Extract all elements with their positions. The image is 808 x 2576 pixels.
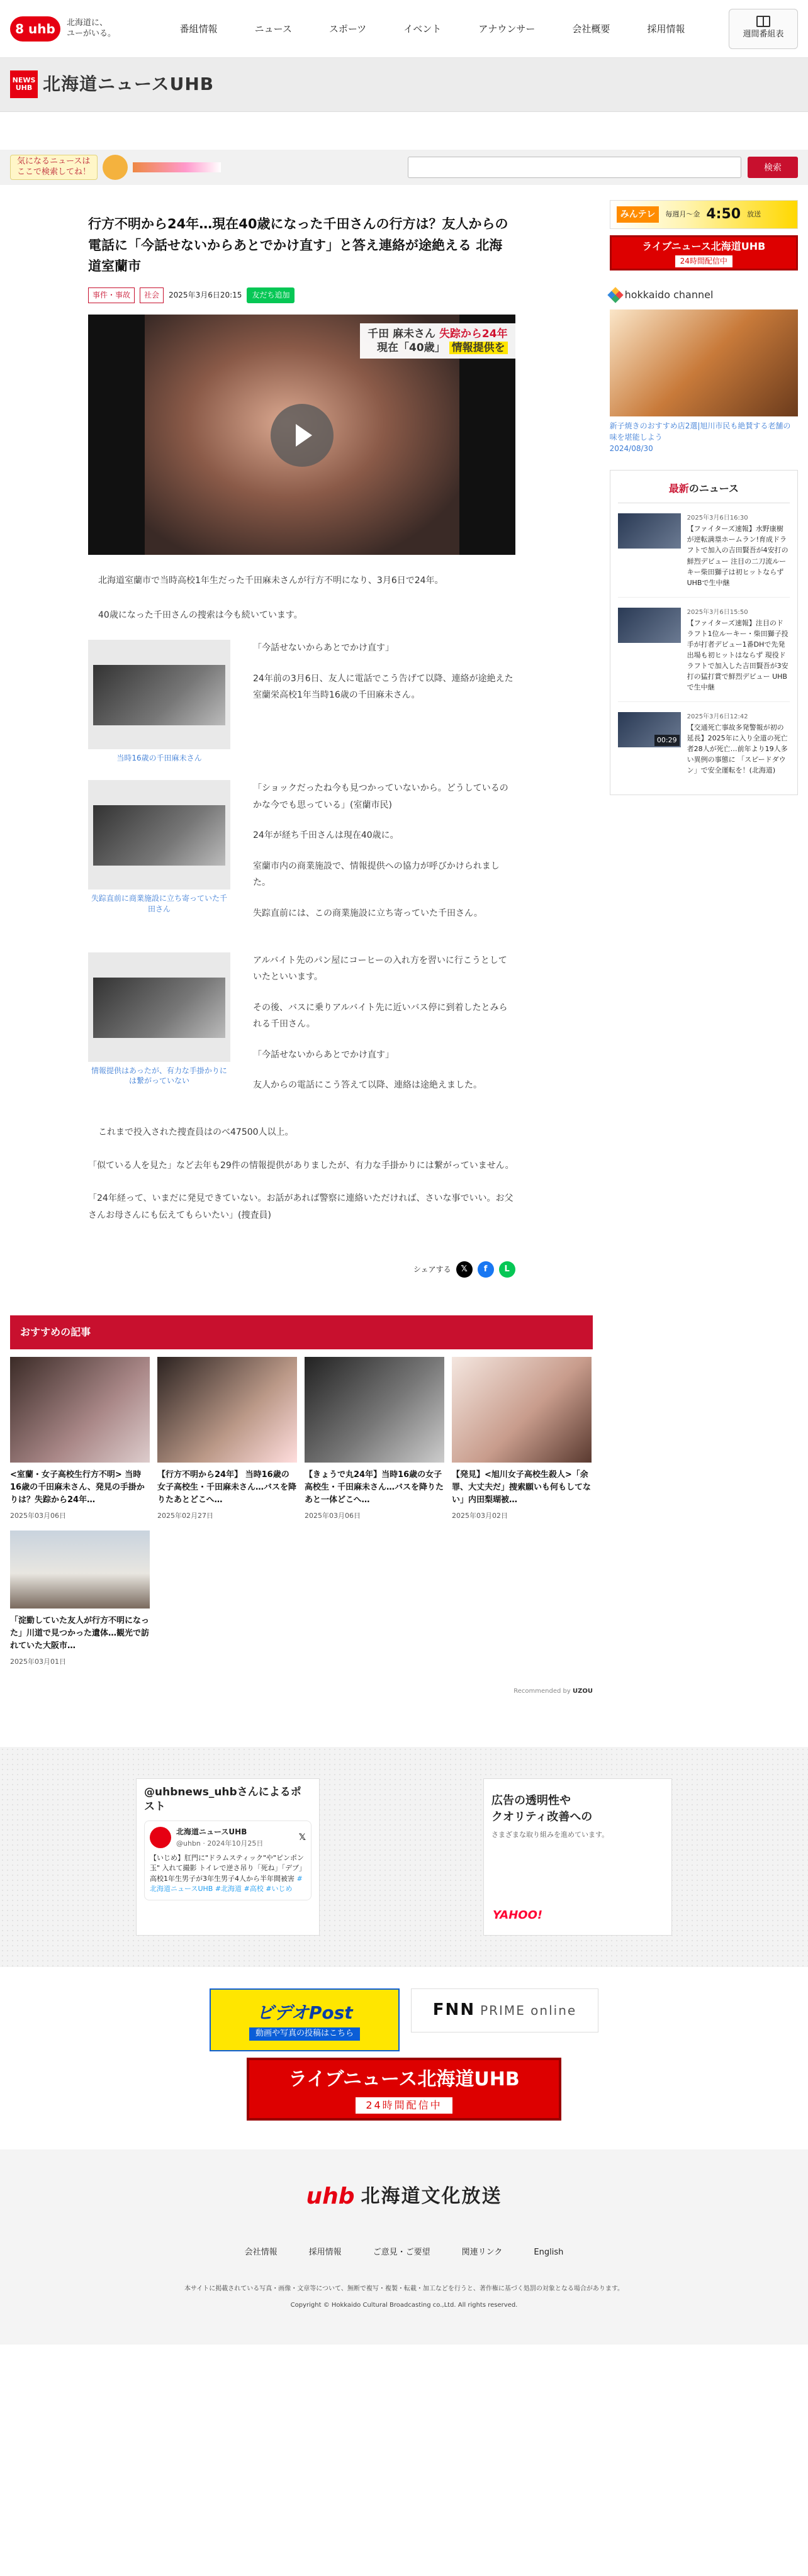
brand[interactable]	[10, 16, 136, 42]
footer-link-recruit[interactable]: 採用情報	[308, 2247, 342, 2257]
latest-heading-text: のニュース	[688, 482, 739, 494]
news-chip-icon: NEWS UHB	[10, 70, 38, 98]
facebook-share-icon[interactable]: f	[478, 1261, 494, 1278]
recommended-image	[10, 1531, 150, 1609]
line-follow-button[interactable]: 友だち追加	[247, 287, 295, 303]
figure-image[interactable]	[88, 952, 230, 1062]
hokkaido-channel-header	[610, 287, 798, 303]
tag-incident[interactable]: 事件・事故	[88, 287, 135, 303]
main-nav	[136, 21, 729, 36]
recommended-date: 2025年03月06日	[10, 1512, 66, 1520]
fnn-prime-banner[interactable]	[411, 1988, 598, 2032]
latest-news-item[interactable]	[618, 513, 790, 597]
latest-news-heading	[618, 481, 790, 504]
hero-caption-name: 千田 麻未さん	[368, 327, 436, 340]
latest-news-thumb	[618, 608, 681, 643]
x-share-icon[interactable]: 𝕏	[456, 1261, 473, 1278]
figure-block	[88, 640, 515, 764]
latest-news-body	[687, 608, 790, 693]
recommended-date: 2025年03月01日	[10, 1658, 66, 1666]
prime-online-label: PRIME online	[480, 2003, 577, 2019]
yahoo-logo-icon: YAHOO!	[493, 1909, 543, 1922]
hokkaido-channel-image[interactable]	[610, 309, 798, 416]
recommended-image	[10, 1357, 150, 1463]
news-site-name: 北海道ニュースUHB	[43, 74, 215, 95]
search-promo-line1: 気になるニュースは	[17, 157, 91, 167]
live-news-sub: 24時間配信中	[675, 255, 732, 267]
search-input[interactable]	[408, 157, 741, 178]
x-timeline-heading: @uhbnews_uhbさんによるポスト	[144, 1786, 301, 1814]
nav-sports[interactable]: スポーツ	[328, 23, 367, 35]
recommended-title: <室蘭・女子高校生行方不明> 当時16歳の千田麻未さん、発見の手掛かりは？失踪から24年…	[10, 1470, 145, 1505]
x-account-name: 北海道ニュースUHB	[176, 1827, 247, 1836]
recommended-card[interactable]	[10, 1357, 150, 1522]
recommended-heading: おすすめの記事	[10, 1315, 593, 1349]
recommended-title: 【きょうで丸24年】当時16歳の女子高校生・千田麻未さん…バスを降りたあと一体どこへ…	[305, 1470, 444, 1505]
footer-link-related[interactable]: 関連リンク	[461, 2247, 503, 2257]
mitele-ad[interactable]	[610, 200, 798, 229]
share-bar	[88, 1261, 515, 1278]
live-news-banner[interactable]	[247, 2058, 561, 2121]
brand-tagline-1: 北海道に、	[67, 18, 108, 28]
article-paragraph: 24年が経ち千田さんは現在40歳に。	[253, 830, 399, 841]
recommended-title: 【行方不明から24年】 当時16歳の女子高校生・千田麻未さん…バスを降りたあとどこへ…	[157, 1470, 297, 1505]
uzou-logo-icon: UZOU	[573, 1688, 593, 1695]
latest-heading-accent: 最新	[668, 482, 689, 494]
article-paragraph: 「似ている人を見た」など去年も29件の情報提供がありましたが、有力な手掛かりには繋がっていません。	[88, 1160, 514, 1171]
nav-company[interactable]: 会社概要	[572, 23, 610, 35]
article-headline: 行方不明から24年…現在40歳になった千田さんの行方は？友人からの電話に「今話せないからあとでかけ直す」と答え連絡が途絶える 北海道室蘭市	[88, 216, 508, 274]
article-paragraph: 「ショックだったね今も見つかっていないから。どうしているのかな今でも思っている」(室蘭市民)	[253, 783, 508, 810]
recommended-image	[157, 1357, 297, 1463]
latest-news-thumb	[618, 712, 681, 747]
article-paragraph: 24年前の3月6日、友人に電話でこう告げて以降、連絡が途絶えた室蘭栄高校1年当時16歳の千田麻未さん。	[253, 673, 513, 701]
hero-caption-age: 現在「40歳」	[377, 342, 446, 355]
figure-text	[253, 640, 515, 764]
latest-news-date: 2025年3月6日16:30	[687, 515, 748, 522]
recommended-date: 2025年03月06日	[305, 1512, 361, 1520]
footer-link-company[interactable]: 会社情報	[244, 2247, 278, 2257]
search-promo-line2: ここで検索してね！	[17, 167, 91, 177]
footer-uhb-mark: uhb	[306, 2183, 355, 2210]
video-post-title: ビデオPost	[256, 2002, 353, 2024]
main-content	[0, 200, 808, 1278]
sidebar	[610, 200, 798, 1278]
figure	[88, 952, 230, 1108]
brand-tagline-2: ユーがいる。	[67, 28, 116, 38]
latest-news	[610, 470, 798, 795]
recommended-card[interactable]	[10, 1531, 150, 1668]
article-paragraph: その後、バスに乗りアルバイト先に近いバス停に到着したとみられる千田さん。	[253, 1002, 508, 1030]
fnn-logo: FNN	[432, 2000, 476, 2020]
recommended-date: 2025年02月27日	[157, 1512, 213, 1520]
x-post-hashtags[interactable]: #北海道ニュースUHB #北海道 #高校 #いじめ	[150, 1874, 303, 1893]
latest-news-title: 【ファイターズ速報】水野康樹が逆転満塁ホームラン!育成ドラフトで加入の吉田賢吾が4安打の鮮烈デビュー 注目の二刀流ルーキー柴田獅子は初ヒットならず UHBで生中継	[687, 525, 788, 587]
footer-banners	[0, 1967, 808, 2149]
footer-copyright-note: 本サイトに掲載されている写真・画像・文章等について、無断で複写・複製・転載・加工などを行うと、著作権に基づく処罰の対象となる場合があります。	[184, 2285, 624, 2293]
live-news-title: ライブニュース北海道UHB	[642, 240, 766, 252]
video-post-banner[interactable]	[210, 1988, 400, 2051]
tag-society[interactable]: 社会	[140, 287, 164, 303]
live-news-banner-sub: 24時間配信中	[356, 2097, 452, 2114]
figure-photo	[93, 665, 225, 725]
article-paragraph: 「24年経って、いまだに発見できていない。お話があれば警察に連絡いただければ、さいな事でいい。お父さんお母さんにも伝えてもらいたい」(捜査員)	[88, 1193, 513, 1220]
x-timeline[interactable]	[136, 1778, 320, 1936]
footer-company-name: 北海道文化放送	[361, 2185, 502, 2207]
hokkaido-channel-title[interactable]: 新子焼きのおすすめ店2選|旭川市民も絶賛する老舗の味を堪能しよう	[609, 421, 791, 442]
nav-recruit[interactable]: 採用情報	[647, 23, 685, 35]
article-paragraph: 「今話せないからあとでかけ直す」	[253, 1049, 394, 1060]
hero-caption	[360, 323, 515, 359]
latest-news-item[interactable]	[618, 608, 790, 702]
x-post-body	[150, 1853, 306, 1895]
recommended-by	[10, 1687, 593, 1697]
article-paragraph: 40歳になった千田さんの捜索は今も続いています。	[98, 610, 303, 620]
footer-link-feedback[interactable]: ご意見・ご要望	[373, 2247, 430, 2257]
figure-image[interactable]	[88, 640, 230, 749]
mitele-logo: みんテレ	[617, 206, 659, 223]
weekly-schedule-label: 週間番組表	[743, 30, 784, 40]
recommended-by-label: Recommended by	[513, 1688, 571, 1695]
article-paragraph: 失踪直前には、この商業施設に立ち寄っていた千田さん。	[253, 908, 483, 918]
figure-block	[88, 952, 515, 1108]
play-icon[interactable]	[271, 404, 334, 467]
figure-text	[253, 952, 515, 1108]
figure	[88, 780, 230, 936]
x-account-handle: @uhbn · 2024年10月25日	[176, 1839, 264, 1848]
news-uhb-logo[interactable]	[10, 70, 214, 99]
article-paragraph: アルバイト先のパン屋にコーヒーの入れ方を習いに行こうとしていたといいます。	[253, 955, 507, 983]
live-news-ad[interactable]	[610, 235, 798, 270]
recommended-grid	[10, 1357, 593, 1668]
hokkaido-channel-name: hokkaido channel	[624, 289, 714, 301]
footer-link-english[interactable]: English	[534, 2247, 564, 2257]
line-share-icon[interactable]: L	[499, 1261, 515, 1278]
article-paragraph: 「今話せないからあとでかけ直す」	[253, 643, 394, 654]
latest-news-item[interactable]	[618, 712, 790, 784]
footer-logo[interactable]	[306, 2178, 502, 2215]
ad-headline-1: 広告の透明性や	[491, 1794, 571, 1808]
live-news-banner-title: ライブニュース北海道UHB	[288, 2068, 520, 2091]
article-paragraph: これまで投入された捜査員はのべ47500人以上。	[98, 1127, 294, 1138]
brand-tagline	[67, 18, 116, 39]
recommended-image	[452, 1357, 592, 1463]
footer-copyright: Copyright © Hokkaido Cultural Broadcasting co.,Ltd. All rights reserved.	[290, 2302, 518, 2309]
article-paragraph: 室蘭市内の商業施設で、情報提供への協力が呼びかけられました。	[253, 861, 500, 888]
x-logo-icon: 𝕏	[298, 1832, 306, 1843]
latest-news-thumb	[618, 513, 681, 549]
figure-photo	[93, 978, 225, 1038]
recommended-date: 2025年03月02日	[452, 1512, 508, 1520]
calendar-icon	[756, 16, 770, 27]
hero-caption-years: 失踪から24年	[439, 327, 508, 340]
article-paragraph: 友人からの電話にこう答えて以降、連絡は途絶えました。	[253, 1080, 482, 1091]
latest-news-title: 【ファイターズ速報】注目のドラフト1位ルーキー・柴田獅子投手が打者デビュー1番DHで先発出場も初ヒットはならず 現役ドラフトで加入した吉田賢吾が3安打の猛打賞で鮮烈デビュー UHBで生中継	[687, 618, 788, 691]
footer-links	[245, 2246, 564, 2260]
recommended-articles	[10, 1315, 593, 1697]
news-banner	[0, 58, 808, 112]
recommended-card[interactable]	[452, 1357, 592, 1522]
nav-events[interactable]: イベント	[403, 23, 442, 35]
mitele-sub: 毎週月～金	[665, 210, 700, 219]
article-paragraph: 北海道室蘭市で当時高校1年生だった千田麻未さんが行方不明になり、3月6日で24年。	[98, 575, 444, 586]
figure	[88, 640, 230, 764]
latest-news-title: 【交通死亡事故多発警報が初の延長】2025年に入り全道の死亡者28人が死亡…前年より19人多い異例の事態に 「スピードダウン」で安全運転を！(北海道)	[687, 723, 788, 775]
latest-news-body	[687, 712, 790, 776]
nav-news[interactable]: ニュース	[254, 23, 292, 35]
figure-caption: 失踪直前に商業施設に立ち寄っていた千田さん	[91, 893, 227, 913]
search-promo-text	[10, 155, 98, 180]
site-header	[0, 0, 808, 58]
latest-news-body	[687, 513, 790, 588]
figure-text	[253, 780, 515, 936]
social-area	[0, 1747, 808, 1967]
mascot-icon	[103, 155, 128, 180]
hero-video[interactable]	[88, 315, 515, 555]
recommended-card[interactable]	[157, 1357, 297, 1522]
article-date: 2025年3月6日20:15	[169, 290, 242, 299]
weekly-schedule-button[interactable]	[729, 9, 798, 49]
x-post-text: 【いじめ】肛門に"ドラムスティック"や"ピンポン玉" 入れて撮影 トイレで逆さ吊り「死ね」「デブ」 高校1年生男子が3年生男子4人から半年間被害	[150, 1853, 306, 1883]
search-promo	[10, 155, 262, 180]
hokkaido-channel-icon	[607, 287, 623, 303]
yahoo-ad[interactable]	[483, 1778, 672, 1936]
x-post[interactable]	[144, 1820, 311, 1900]
article-meta	[88, 287, 515, 303]
nav-programs[interactable]: 番組情報	[179, 23, 218, 35]
figure-image[interactable]	[88, 780, 230, 889]
video-duration: 00:29	[654, 735, 680, 746]
search-form	[408, 157, 798, 178]
video-post-sub: 動画や写真の投稿はこちら	[249, 2027, 360, 2041]
article	[88, 200, 515, 1278]
site-footer	[0, 2149, 808, 2345]
share-label: シェアする	[413, 1264, 451, 1274]
x-post-account	[150, 1826, 306, 1849]
mitele-time: 4:50	[706, 206, 741, 223]
ad-subtext: さまざまな取り組みを進めています。	[491, 1831, 609, 1839]
uhb-logo[interactable]: 8 uhb	[10, 16, 60, 42]
figure-caption: 当時16歳の千田麻未さん	[116, 754, 202, 763]
recommended-title: 「淀勤していた友人が行方不明になった」川道で見つかった遺体…観光で訪れていた大阪市…	[10, 1616, 150, 1651]
nav-announcers[interactable]: アナウンサー	[478, 23, 536, 35]
hokkaido-channel-date: 2024/08/30	[609, 443, 653, 453]
latest-news-date: 2025年3月6日12:42	[687, 713, 748, 720]
recommended-title: 【発見】<旭川女子高校生殺人>「余罪、大丈夫だ」捜索願いも何もしてない」内田梨瑚被…	[452, 1470, 592, 1505]
figure-caption: 情報提供はあったが、有力な手掛かりには繋がっていない	[91, 1066, 227, 1086]
search-row	[0, 150, 808, 185]
search-button[interactable]: 検索	[748, 157, 798, 178]
banner-row	[210, 1988, 598, 2051]
ad-headline-2: クオリティ改善への	[491, 1810, 593, 1824]
recommended-card[interactable]	[305, 1357, 444, 1522]
mitele-suffix: 放送	[747, 210, 761, 219]
figure-photo	[93, 805, 225, 866]
recommended-image	[305, 1357, 444, 1463]
hero-caption-request: 情報提供を	[449, 342, 508, 354]
latest-news-date: 2025年3月6日15:50	[687, 608, 748, 616]
figure-block	[88, 780, 515, 936]
decorative-stripe	[133, 162, 221, 172]
x-avatar	[150, 1827, 171, 1848]
